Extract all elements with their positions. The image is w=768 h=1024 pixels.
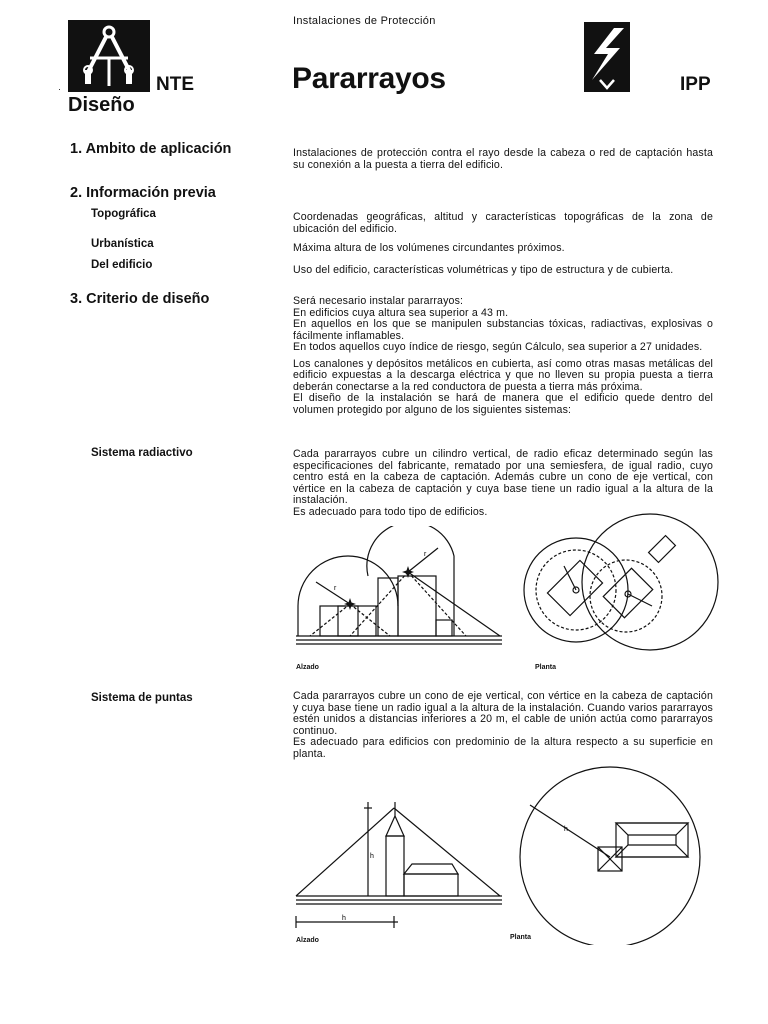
radiactivo-alzado-diagram [290,526,505,656]
planta-h-label: h [564,826,568,833]
radiactivo-planta-caption: Planta [535,664,557,671]
radiactivo-planta-diagram [520,512,720,662]
radiactivo-body [293,449,713,518]
puntas-alzado-caption: Alzado [296,937,319,944]
puntas-body [293,691,713,760]
topografica-text: Coordenadas geográficas, altitud y características topográficas de la zona de ubicación del edificio. [293,211,713,235]
s3-p5: Los canalones y depósitos metálicos en cubierta, así como otras masas metálicas del edificio expuestas a la descarga eléctrica y que no lleven su propia puesta a tierra deberán conectarse a la red conductora de puesta a tierra más próxima. [293,357,713,393]
radius-h-label: h [342,915,346,922]
radiactivo-p1: Cada pararrayos cubre un cilindro vertical, de radio eficaz determinado según las especificaciones del fabricante, rematado por una semiesfera, de igual radio, cuyo centro está en la cabeza de captación. Además cubre un cono de eje vertical, con vértice en la cabeza de captación y cuya base tiene un radio igual a la altura de la instalación. [293,448,713,506]
compass-icon [68,20,150,92]
urbanistica-label: Urbanística [91,238,154,250]
section-diseno: Diseño [68,94,135,116]
nte-logo [68,20,150,92]
edificio-text: Uso del edificio, características volumétricas y tipo de estructura y de cubierta. [293,264,674,276]
s3-p4: En todos aquellos cuyo índice de riesgo, según Cálculo, sea superior a 27 unidades. [293,341,703,353]
radius-label-1: r [334,585,337,592]
radiactivo-label: Sistema radiactivo [91,447,193,459]
s3-p6: El diseño de la instalación se hará de manera que el edificio quede dentro del volumen protegido por alguno de los siguientes sistemas: [293,392,713,416]
radiactivo-alzado-caption: Alzado [296,664,319,671]
section-1-heading: 1. Ambito de aplicación [70,141,232,157]
s3-p3: En aquellos en los que se manipulen substancias tóxicas, radiactivas, explosivas o fácilmente inflamables. [293,318,713,342]
marker-dot: · [58,84,61,94]
section-2-heading: 2. Información previa [70,185,216,201]
code-label: IPP [680,74,711,95]
section-1-text: Instalaciones de protección contra el rayo desde la cabeza o red de captación hasta su conexión a la puesta a tierra del edificio. [293,147,713,171]
s3-p2: En edificios cuya altura sea superior a 43 m. [293,306,509,319]
lightning-icon [584,22,630,92]
puntas-label: Sistema de puntas [91,692,193,704]
section-3-heading: 3. Criterio de diseño [70,291,210,307]
puntas-planta-caption: Planta [510,934,532,941]
puntas-alzado-diagram [290,796,505,936]
radiactivo-p2: Es adecuado para todo tipo de edificios. [293,505,488,518]
puntas-p1: Cada pararrayos cubre un cono de eje vertical, con vértice en la cabeza de captación y cuya base tiene un radio igual a la altura de la instalación. Cuando varios pararrayos estén unidos a distancias inferiores a 20 m, el cable de unión actúa como pararrayos continuo. [293,690,713,737]
lightning-logo [584,22,630,92]
urbanistica-text: Máxima altura de los volúmenes circundantes próximos. [293,242,565,254]
puntas-p2: Es adecuado para edificios con predominio de la altura respecto a su superficie en planta. [293,736,713,760]
s3-p1: Será necesario instalar pararrayos: [293,295,464,307]
topografica-label: Topográfica [91,208,156,220]
section-3-body [293,296,713,416]
puntas-planta-diagram [510,765,724,945]
height-label: h [370,853,374,860]
page-title: Pararrayos [292,62,446,95]
radius-label-2: r [424,551,427,558]
supertitle: Instalaciones de Protección [293,15,436,27]
nte-label: NTE [156,74,194,95]
edificio-label: Del edificio [91,259,153,271]
